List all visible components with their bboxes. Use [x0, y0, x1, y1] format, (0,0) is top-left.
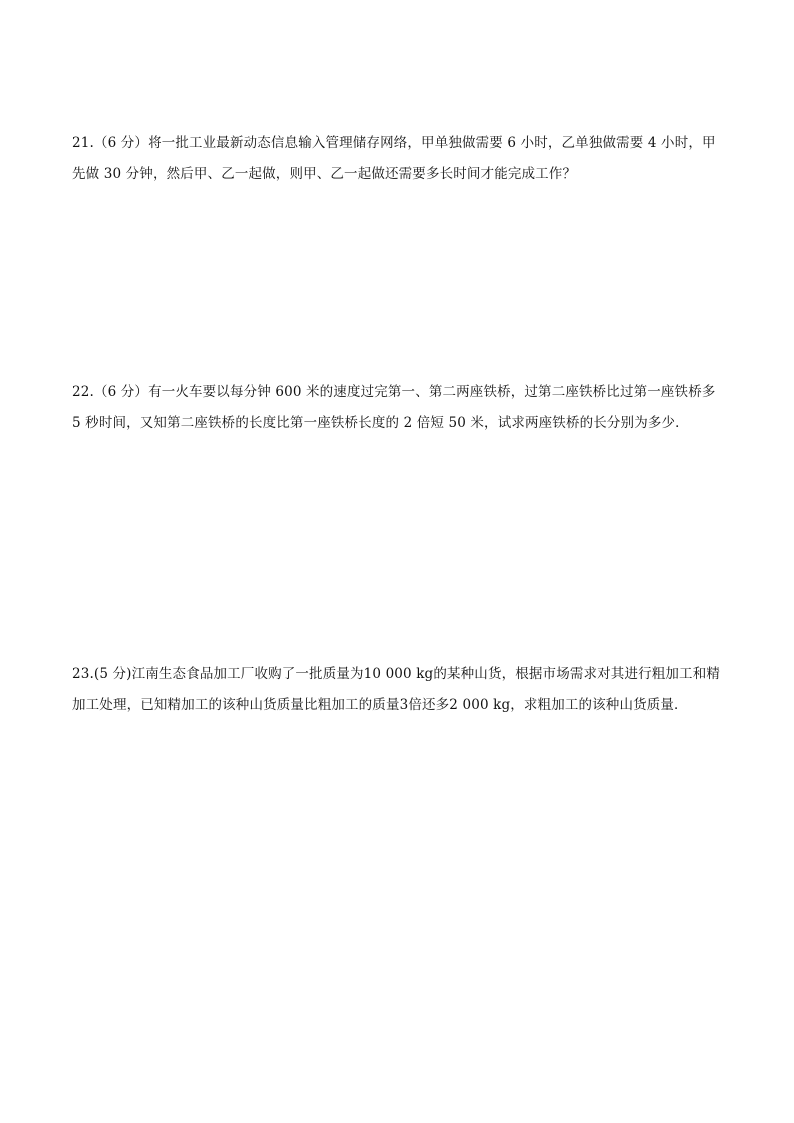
question-23-text-2: 加工处理，已知精加工的该种山货质量比粗加工的质量3倍还多2 000 kg，求粗加工的该种山货质量．	[72, 697, 688, 713]
question-23-line-1	[72, 659, 724, 690]
question-23-line-2	[72, 690, 724, 721]
question-21-points: （6 分）	[93, 135, 149, 151]
question-21-text-2: 先做 30 分钟，然后甲、乙一起做，则甲、乙一起做还需要多长时间才能完成工作？	[72, 166, 577, 182]
question-23-text-1: 江南生态食品加工厂收购了一批质量为10 000 kg的某种山货，根据市场需求对其进行粗加工和精	[131, 666, 720, 682]
question-22-line-1	[72, 377, 724, 408]
question-21	[72, 128, 724, 190]
question-22-number: 22.	[72, 384, 94, 400]
question-22-points: （6 分）	[93, 384, 149, 400]
question-23-points: (5 分)	[93, 666, 132, 682]
question-22-text-1: 有一火车要以每分钟 600 米的速度过完第一、第二两座铁桥，过第二座铁桥比过第一座铁桥多	[148, 384, 716, 400]
question-22-text-2: 5 秒时间，又知第二座铁桥的长度比第一座铁桥长度的 2 倍短 50 米，试求两座铁桥的长分别为多少．	[72, 415, 689, 431]
question-21-text-1: 将一批工业最新动态信息输入管理储存网络，甲单独做需要 6 小时，乙单独做需要 4 小时，甲	[148, 135, 716, 151]
question-23	[72, 659, 724, 721]
question-22-line-2	[72, 408, 724, 439]
question-23-number: 23.	[72, 666, 94, 682]
question-21-number: 21.	[72, 135, 94, 151]
question-22	[72, 377, 724, 439]
question-21-line-2	[72, 159, 724, 190]
question-21-line-1	[72, 128, 724, 159]
